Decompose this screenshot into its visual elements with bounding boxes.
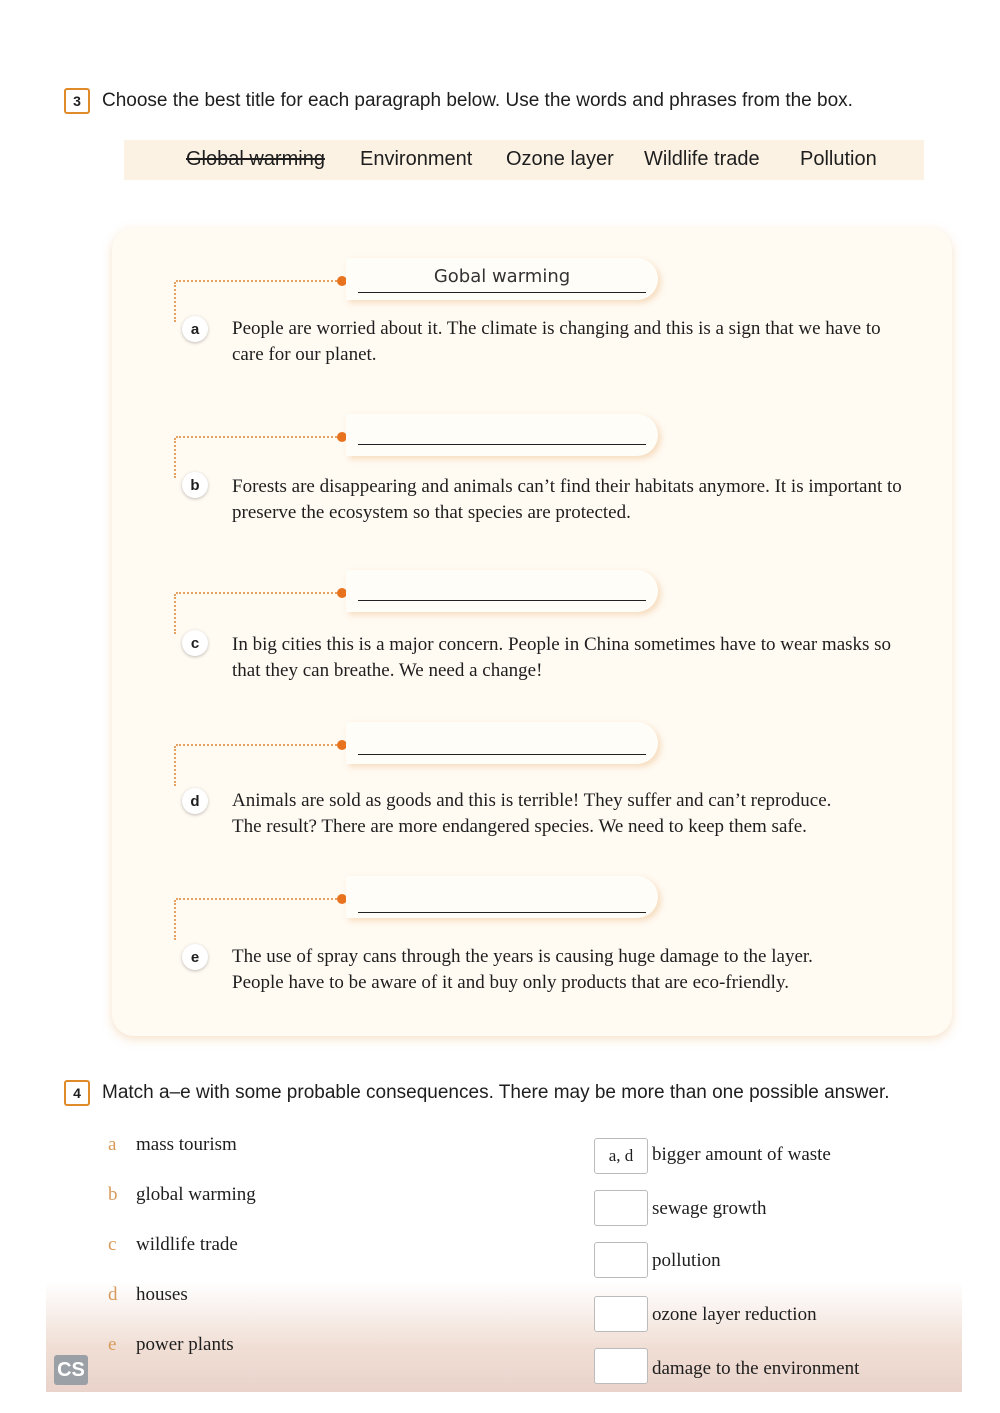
cause-item: c wildlife trade [108,1234,238,1255]
answer-box[interactable] [594,1296,648,1332]
paragraph-letter: e [182,944,208,970]
exercise-number: 3 [64,88,90,114]
cause-item: e power plants [108,1334,234,1355]
connector-line [176,436,340,438]
title-answer-field[interactable] [358,728,646,755]
word-option: Wildlife trade [644,148,760,170]
title-answer-field[interactable]: Gobal warming [358,266,646,293]
paragraph-text: Forests are disappearing and animals can’t find their habitats anymore. It is important to preserve the ecosystem so that species are protected. [232,476,902,523]
word-option: Environment [360,148,473,170]
paragraph-letter: c [182,630,208,656]
cause-item: b global warming [108,1184,256,1205]
word-option: Ozone layer [506,148,614,170]
consequence-text: bigger amount of waste [652,1144,831,1165]
paragraph-letter: b [182,472,208,498]
connector-line [174,594,176,634]
title-answer-field[interactable] [358,574,646,601]
answer-box[interactable] [594,1348,648,1384]
exercise-3-header [64,88,853,114]
paragraph-letter: d [182,788,208,814]
scanner-logo: CS [54,1355,88,1385]
exercise-4-header [64,1080,890,1106]
word-box [124,140,924,180]
cause-item: d houses [108,1284,188,1305]
connector-line [174,746,176,786]
paragraph-text: In big cities this is a major concern. People in China sometimes have to wear masks so that they can breathe. We need a change! [232,634,892,681]
word-option: Pollution [800,148,877,170]
paragraph-letter: a [182,316,208,342]
paragraph-text: Animals are sold as goods and this is terrible! They suffer and can’t reproduce. The result? There are more endangered species. We need to keep them safe. [232,790,832,837]
title-answer-field[interactable] [358,418,646,445]
exercise-number: 4 [64,1080,90,1106]
paragraph-text: People are worried about it. The climate is changing and this is a sign that we have to care for our planet. [232,318,881,365]
answer-box[interactable]: a, d [594,1138,648,1174]
connector-line [174,282,176,322]
connector-line [176,744,340,746]
answer-box[interactable] [594,1190,648,1226]
answer-box[interactable] [594,1242,648,1278]
connector-line [176,592,340,594]
exercise-instruction: Choose the best title for each paragraph below. Use the words and phrases from the box. [102,90,853,111]
exercise-instruction: Match a–e with some probable consequences. There may be more than one possible answer. [102,1082,890,1103]
connector-line [174,438,176,478]
cause-item: a mass tourism [108,1134,237,1155]
connector-line [174,900,176,940]
consequence-text: pollution [652,1250,721,1271]
word-option: Global warming [186,148,325,170]
connector-line [176,898,340,900]
consequence-text: ozone layer reduction [652,1304,817,1325]
connector-line [176,280,340,282]
paragraph-text: The use of spray cans through the years is causing huge damage to the layer. People have to be aware of it and buy only products that are eco-friendly. [232,946,813,993]
consequence-text: damage to the environment [652,1358,860,1379]
title-answer-field[interactable] [358,886,646,913]
consequence-text: sewage growth [652,1198,767,1219]
